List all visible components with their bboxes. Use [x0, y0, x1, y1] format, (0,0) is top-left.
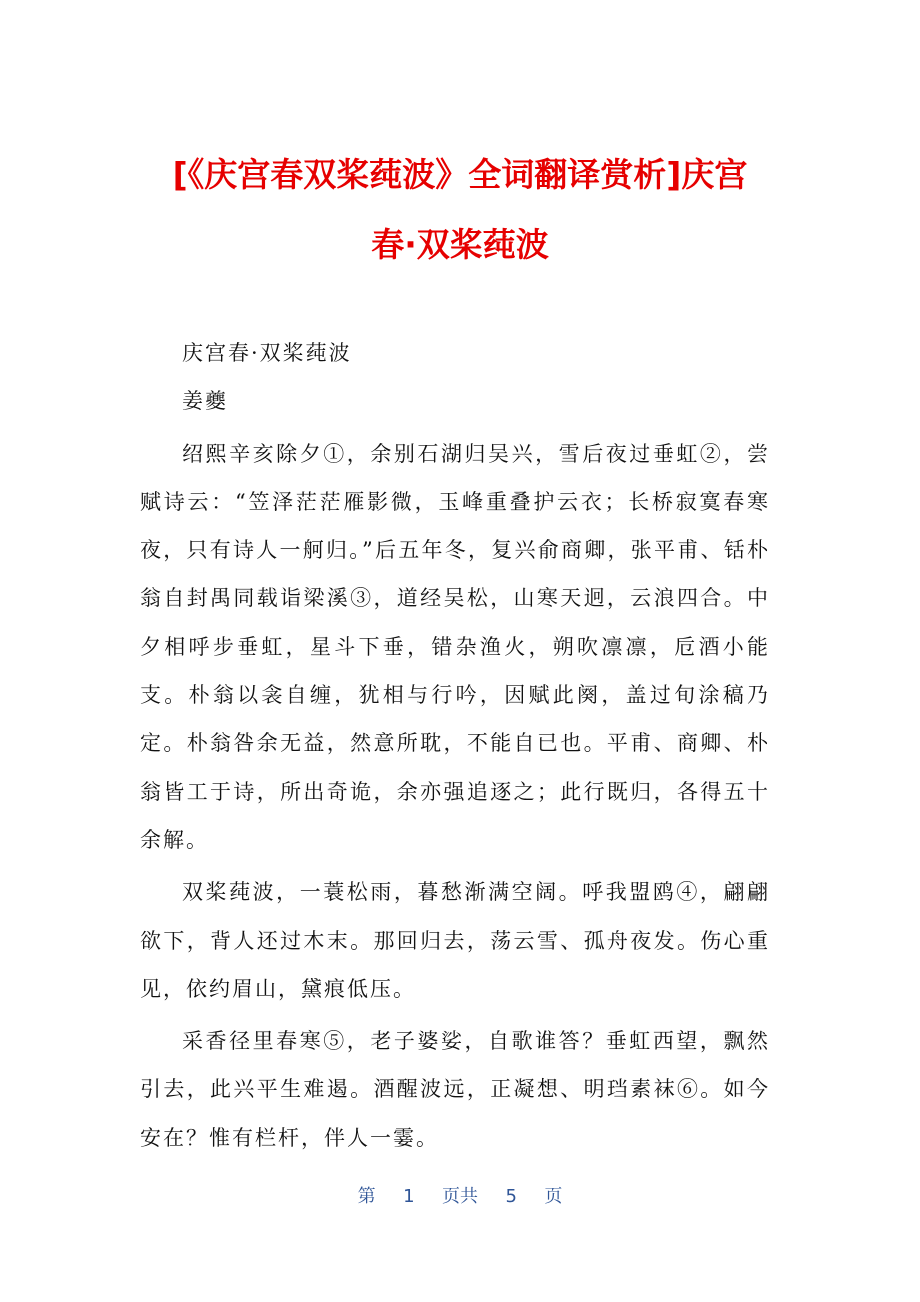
- document-body: [140, 329, 770, 1162]
- stanza-2-paragraph: 采香径里春寒⑤，老子婆娑，自歌谁答？垂虹西望，飘然引去，此兴平生难遏。酒醒波远，正凝想、明珰素袜⑥。如今安在？惟有栏杆，伴人一霎。: [140, 1029, 770, 1150]
- title-line-2: 春·双桨莼波: [371, 225, 549, 264]
- footer-page-number: 1: [403, 1186, 415, 1207]
- title-line-1: [《庆宫春双桨莼波》全词翻译赏析]庆宫: [172, 155, 748, 194]
- author-name: 姜夔: [182, 389, 228, 414]
- footer-total-pages: 5: [505, 1186, 517, 1207]
- footer-middle: 页共: [442, 1186, 478, 1207]
- stanza-1-paragraph: 双桨莼波，一蓑松雨，暮愁渐满空阔。呼我盟鸥④，翩翩欲下，背人还过木末。那回归去，荡云雪、孤舟夜发。伤心重见，依约眉山，黛痕低压。: [140, 880, 770, 1001]
- footer-prefix: 第: [357, 1186, 376, 1207]
- footer-suffix: 页: [544, 1186, 563, 1207]
- page-footer: [0, 1182, 920, 1208]
- poem-title: 庆宫春·双桨莼波: [182, 341, 352, 365]
- document-title: [60, 140, 860, 280]
- preface-paragraph: 绍熙辛亥除夕①，余别石湖归吴兴，雪后夜过垂虹②，尝赋诗云：“笠泽茫茫雁影微，玉峰重叠护云衣；长桥寂寞春寒夜，只有诗人一舸归。”后五年冬，复兴俞商卿，张平甫、铦朴翁自封禺同载诣梁溪③，道经吴松，山寒天迥，云浪四合。中夕相呼步垂虹，星斗下垂，错杂渔火，朔吹凛凛，卮酒小能支。朴翁以衾自缠，犹相与行吟，因赋此阕，盖过旬涂稿乃定。朴翁咎余无益，然意所耽，不能自已也。平甫、商卿、朴翁皆工于诗，所出奇诡，余亦强追逐之；此行既归，各得五十余解。: [140, 441, 770, 852]
